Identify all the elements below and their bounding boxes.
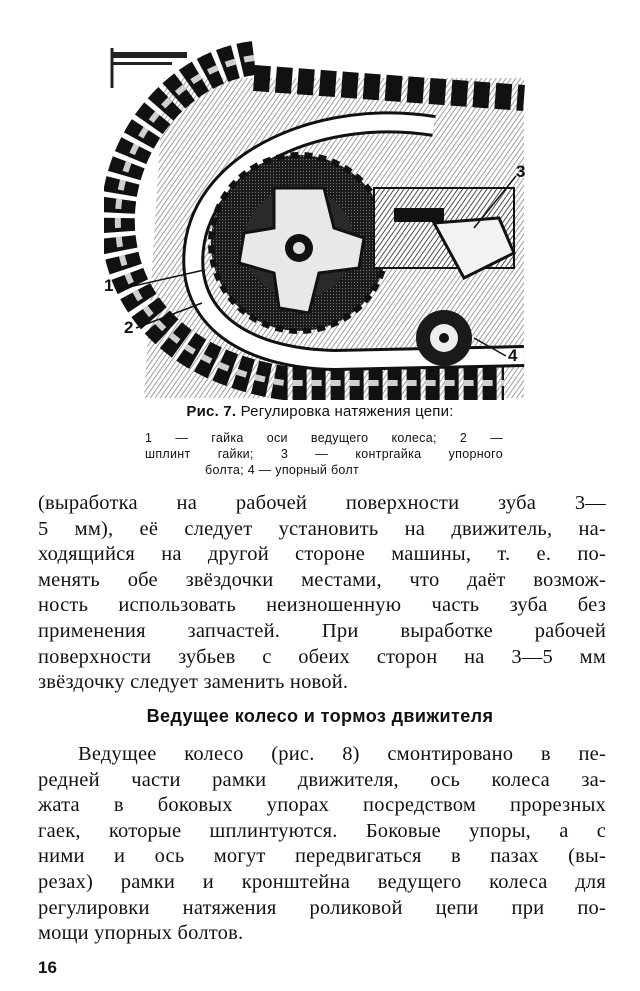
callout-3: 3	[516, 162, 526, 181]
text-line: редней части рамки движителя, ось колеса за-	[38, 768, 606, 791]
text-line: гаек, которые шплинтуются. Боковые упоры, а с	[38, 819, 606, 842]
text-line: (выработка на рабочей поверхности зуба 3—	[38, 492, 606, 514]
text-line: регулировки натяжения роликовой цепи при по-	[38, 896, 606, 919]
text-line: применения запчастей. При выработке рабочей	[38, 619, 606, 642]
legend-line: шплинт гайки; 3 — контргайка упорного	[145, 447, 503, 461]
callout-4: 4	[508, 346, 518, 365]
text-line: ходящийся на другой стороне машины, т. е. по-	[38, 543, 606, 566]
figure-chain-tension	[104, 38, 536, 400]
callout-1: 1	[104, 276, 114, 295]
text-line: менять обе звёздочки местами, что даёт возмож-	[38, 568, 606, 591]
section-heading: Ведущее колесо и тормоз движителя	[146, 706, 494, 726]
legend-line: 1 — гайка оси ведущего колеса; 2 —	[145, 431, 503, 445]
text-line: жата в боковых упорах посредством прорезных	[38, 794, 606, 817]
figure-number: Рис. 7.	[186, 403, 237, 420]
figure-caption	[0, 403, 640, 420]
chain-drive-illustration	[104, 38, 536, 400]
callout-2: 2	[124, 318, 134, 337]
paragraph-2	[38, 742, 606, 947]
figure-legend	[145, 430, 503, 478]
text-line: Ведущее колесо (рис. 8) смонтировано в пе-	[78, 743, 606, 765]
text-line: резах) рамки и кронштейна ведущего колеса для	[38, 870, 606, 893]
text-line: ними и ось могут передвигаться в пазах (вы-	[38, 845, 606, 868]
figure-caption-title: Регулировка натяжения цепи:	[240, 403, 454, 420]
text-line: мощи упорных болтов.	[38, 922, 244, 945]
text-line: поверхности зубьев с обеих сторон на 3—5 мм	[38, 645, 606, 668]
page-number: 16	[38, 958, 57, 977]
text-line: ность использовать неизношенную часть зуба без	[38, 594, 606, 617]
text-line: 5 мм), её следует установить на движитель, на-	[38, 517, 606, 540]
paragraph-1	[38, 491, 606, 696]
text-line: звёздочку следует заменить новой.	[38, 671, 349, 694]
legend-line: болта; 4 — упорный болт	[205, 463, 360, 477]
